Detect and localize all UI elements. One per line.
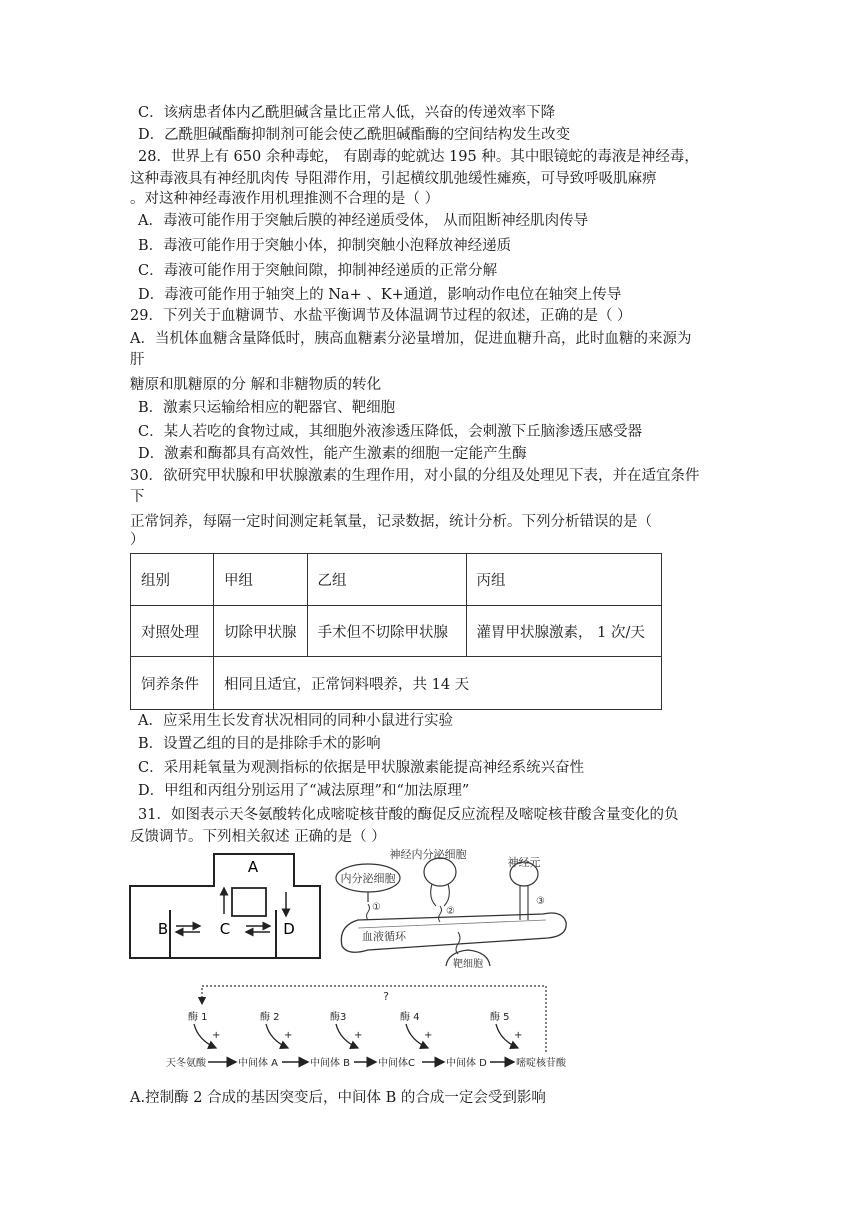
pathway-node: 天冬氨酸 bbox=[166, 1058, 206, 1069]
pathway-node: 中间体 B bbox=[310, 1058, 351, 1069]
option-b-q30: B．设置乙组的目的是排除手术的影响 bbox=[138, 736, 381, 752]
table-cell: 对照处理 bbox=[131, 606, 214, 657]
option-a-q29-line2: 肝 bbox=[130, 352, 145, 368]
plus-sign: + bbox=[212, 1030, 221, 1041]
question-30-line1: 30．欲研究甲状腺和甲状腺激素的生理作用，对小鼠的分组及处理见下表，并在适宜条件 bbox=[130, 468, 700, 484]
pathway-nodes bbox=[166, 1056, 567, 1069]
label-endocrine-cell: 内分泌细胞 bbox=[340, 872, 396, 885]
table-cell: 乙组 bbox=[307, 554, 466, 606]
enzyme-label: 酶 5 bbox=[490, 1012, 510, 1023]
question-29: 29．下列关于血糖调节、水盐平衡调节及体温调节过程的叙述，正确的是（ ） bbox=[130, 308, 632, 324]
option-c-q30: C．采用耗氧量为观测指标的依据是甲状腺激素能提高神经系统兴奋性 bbox=[138, 760, 585, 776]
enzyme-labels bbox=[188, 1010, 522, 1048]
question-28-line3: 。对这种神经毒液作用机理推测不合理的是（ ） bbox=[130, 191, 440, 207]
pathway-node: 嘧啶核苷酸 bbox=[516, 1058, 566, 1069]
option-c-q29: C．某人若吃的食物过咸，其细胞外液渗透压降低，会刺激下丘脑渗透压感受器 bbox=[138, 424, 643, 440]
neuroendocrine-diagram bbox=[328, 846, 573, 968]
table-cell: 灌胃甲状腺激素， 1 次/天 bbox=[466, 606, 662, 657]
question-30-line3: 正常饲养，每隔一定时间测定耗氧量，记录数据，统计分析。下列分析错误的是（ bbox=[130, 514, 652, 530]
option-a-q30: A．应采用生长发育状况相同的同种小鼠进行实验 bbox=[138, 713, 453, 729]
table-cell: 饲养条件 bbox=[131, 657, 214, 710]
option-b-q29: B．激素只运输给相应的靶器官、靶细胞 bbox=[138, 400, 396, 416]
feedback-question-mark: ? bbox=[383, 990, 389, 1003]
option-a-q28: A．毒液可能作用于突触后膜的神经递质受体， 从而阻断神经肌肉传导 bbox=[138, 213, 589, 229]
table-cell: 相同且适宜，正常饲料喂养，共 14 天 bbox=[214, 657, 662, 710]
plus-sign: + bbox=[424, 1030, 433, 1041]
option-d-q30: D．甲组和丙组分别运用了“减法原理”和“加法原理” bbox=[138, 783, 470, 799]
plus-sign: + bbox=[514, 1030, 523, 1041]
grouping-table bbox=[130, 553, 662, 710]
table-cell: 组别 bbox=[131, 554, 214, 606]
option-d-q27: D．乙酰胆碱酯酶抑制剂可能会使乙酰胆碱酯酶的空间结构发生改变 bbox=[138, 127, 571, 143]
option-a-q29-line1: A．当机体血糖含量降低时，胰高血糖素分泌量增加，促进血糖升高，此时血糖的来源为 bbox=[130, 331, 692, 347]
option-c-q28: C．毒液可能作用于突触间隙，抑制神经递质的正常分解 bbox=[138, 263, 498, 279]
option-a-q29-line3: 糖原和肌糖原的分 解和非糖物质的转化 bbox=[130, 377, 382, 393]
option-d-q29: D．激素和酶都具有高效性，能产生激素的细胞一定能产生酶 bbox=[138, 446, 527, 462]
question-31-line1: 31．如图表示天冬氨酸转化成嘧啶核苷酸的酶促反应流程及嘧啶核苷酸含量变化的负 bbox=[138, 807, 679, 823]
table-cell: 甲组 bbox=[214, 554, 308, 606]
enzyme-label: 酶 1 bbox=[188, 1012, 208, 1023]
question-28-line1: 28．世界上有 650 余种毒蛇， 有剧毒的蛇就达 195 种。其中眼镜蛇的毒液是神经毒， bbox=[138, 149, 699, 165]
plus-sign: + bbox=[284, 1030, 293, 1041]
label-c: C bbox=[219, 920, 231, 938]
table-row bbox=[131, 554, 662, 606]
label-2: ② bbox=[446, 906, 455, 917]
label-neuron: 神经元 bbox=[507, 856, 541, 869]
enzyme-label: 酶 2 bbox=[260, 1012, 280, 1023]
enzyme-label: 酶 4 bbox=[400, 1012, 420, 1023]
question-28-line2: 这种毒液具有神经肌肉传 导阻滞作用，引起横纹肌弛缓性瘫痪，可导致呼吸肌麻痹 bbox=[130, 171, 657, 187]
label-neuroendocrine-cell: 神经内分泌细胞 bbox=[389, 848, 467, 861]
label-b: B bbox=[157, 920, 169, 938]
table-cell: 丙组 bbox=[466, 554, 662, 606]
option-a-q31: A.控制酶 2 合成的基因突变后，中间体 B 的合成一定会受到影响 bbox=[130, 1090, 546, 1106]
pathway-node: 中间体C bbox=[378, 1058, 415, 1069]
label-blood-circulation: 血液循环 bbox=[362, 930, 406, 943]
pathway-node: 中间体 D bbox=[446, 1058, 487, 1069]
plus-sign: + bbox=[354, 1030, 363, 1041]
option-c-q27: C．该病患者体内乙酰胆碱含量比正常人低，兴奋的传递效率下降 bbox=[138, 105, 556, 121]
question-30-line4: ） bbox=[130, 532, 145, 548]
table-cell: 切除甲状腺 bbox=[214, 606, 308, 657]
question-30-line2: 下 bbox=[130, 489, 145, 505]
enzyme-label: 酶3 bbox=[330, 1012, 347, 1023]
label-3: ③ bbox=[536, 896, 545, 907]
option-b-q28: B．毒液可能作用于突触小体，抑制突触小泡释放神经递质 bbox=[138, 238, 512, 254]
label-a: A bbox=[247, 858, 259, 876]
enzyme-pathway-diagram bbox=[160, 982, 600, 1072]
table-cell: 手术但不切除甲状腺 bbox=[307, 606, 466, 657]
option-d-q28: D．毒液可能作用于轴突上的 Na+ 、K+通道，影响动作电位在轴突上传导 bbox=[138, 287, 622, 303]
compartment-diagram bbox=[128, 852, 323, 960]
label-d: D bbox=[283, 920, 295, 938]
pathway-node: 中间体 A bbox=[238, 1058, 279, 1069]
label-target-cell: 靶细胞 bbox=[453, 959, 483, 968]
table-row bbox=[131, 657, 662, 710]
question-31-line2: 反馈调节。下列相关叙述 正确的是（ ） bbox=[130, 829, 386, 845]
table-row bbox=[131, 606, 662, 657]
label-1: ① bbox=[372, 902, 381, 913]
